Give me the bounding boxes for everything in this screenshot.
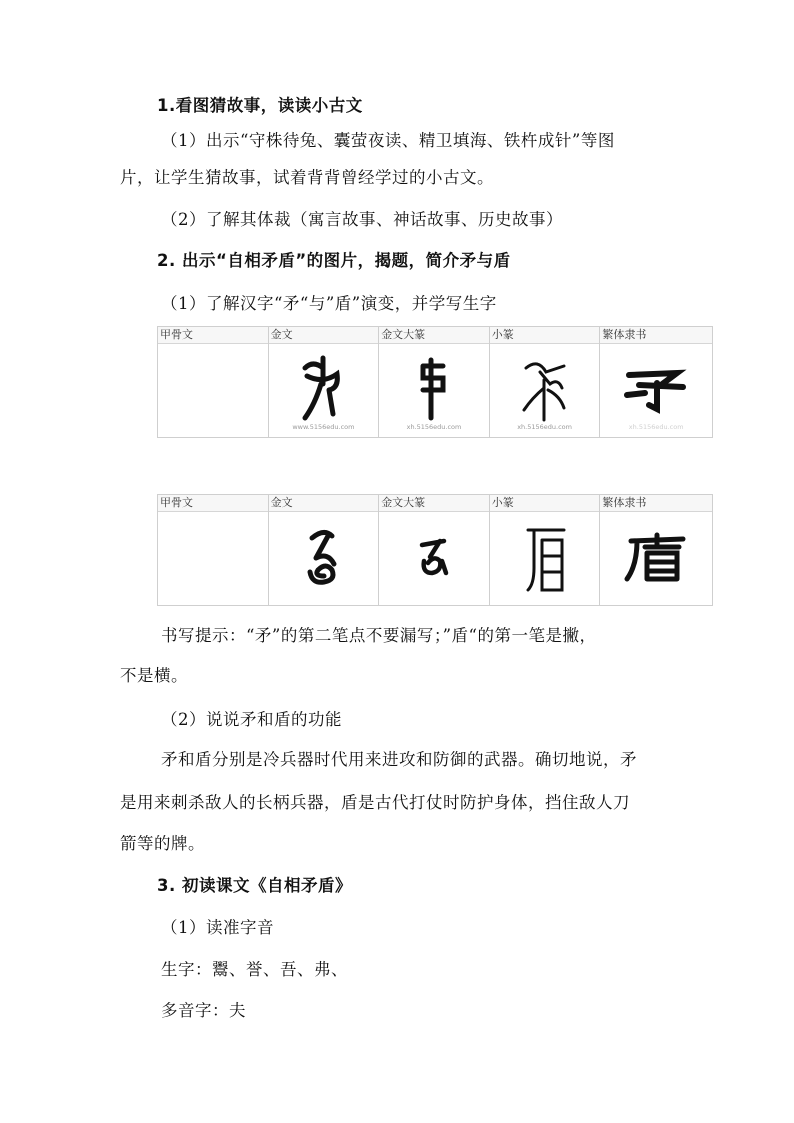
section1-p1-line1: （1）出示“守株待兔、囊萤夜读、精卫填海、铁杵成针”等图 (161, 131, 615, 150)
col-header: 金文大篆 (379, 327, 489, 344)
function-para-line3: 箭等的牌。 (120, 834, 205, 853)
col-fanti-lishu (600, 327, 712, 437)
watermark: xh.5156edu.com (406, 423, 462, 431)
col-jinwen (269, 495, 380, 605)
col-header: 金文大篆 (379, 495, 489, 512)
col-header: 繁体隶书 (600, 495, 712, 512)
section1-heading: 1.看图猜故事，读读小古文 (157, 96, 363, 115)
col-jinwen-dazhuan (379, 327, 490, 437)
col-jiaguwen (158, 495, 269, 605)
col-jinwen-dazhuan (379, 495, 490, 605)
section3-heading: 3. 初读课文《自相矛盾》 (157, 876, 352, 895)
section2-heading: 2. 出示“自相矛盾”的图片，揭题，简介矛与盾 (157, 251, 511, 270)
col-jinwen (269, 327, 380, 437)
function-para-line2: 是用来刺杀敌人的长柄兵器，盾是古代打仗时防护身体，挡住敌人刀 (120, 793, 630, 812)
watermark: xh.5156edu.com (517, 423, 572, 431)
col-header: 甲骨文 (158, 495, 268, 512)
section3-sub1: （1）读准字音 (161, 918, 274, 937)
col-header: 金文 (269, 495, 379, 512)
duoyinzi-line: 多音字：夫 (161, 1001, 246, 1020)
dun-xiaozhuan-glyph (490, 511, 600, 605)
col-xiaozhuan (490, 327, 601, 437)
col-header: 小篆 (490, 495, 600, 512)
shengzi-line: 生字：鬻、誉、吾、弗、 (161, 960, 348, 979)
mao-evolution-table (157, 326, 713, 438)
col-xiaozhuan (490, 495, 601, 605)
dun-jinwen-glyph (269, 511, 379, 605)
section1-p2: （2）了解其体裁（寓言故事、神话故事、历史故事） (161, 210, 563, 229)
writing-tip-line2: 不是横。 (120, 666, 188, 685)
col-header: 金文 (269, 327, 379, 344)
watermark: xh.5156edu.com (628, 423, 684, 431)
col-header: 繁体隶书 (600, 327, 712, 344)
dun-dazhuan-glyph (379, 511, 489, 605)
col-header: 小篆 (490, 327, 600, 344)
section1-p1-line2: 片，让学生猜故事，试着背背曾经学过的小古文。 (120, 168, 494, 187)
dun-evolution-table (157, 494, 713, 606)
writing-tip-line1: 书写提示：“矛”的第二笔点不要漏写；”盾“的第一笔是撇， (161, 626, 597, 645)
col-fanti-lishu (600, 495, 712, 605)
col-jiaguwen (158, 327, 269, 437)
section2-sub2: （2）说说矛和盾的功能 (161, 710, 342, 729)
section2-sub1: （1）了解汉字“矛“与”盾”演变，并学写生字 (161, 294, 497, 313)
dun-lishu-glyph (600, 511, 712, 605)
watermark: www.5156edu.com (292, 423, 355, 431)
col-header: 甲骨文 (158, 327, 268, 344)
function-para-line1: 矛和盾分别是冷兵器时代用来进攻和防御的武器。确切地说，矛 (161, 750, 637, 769)
